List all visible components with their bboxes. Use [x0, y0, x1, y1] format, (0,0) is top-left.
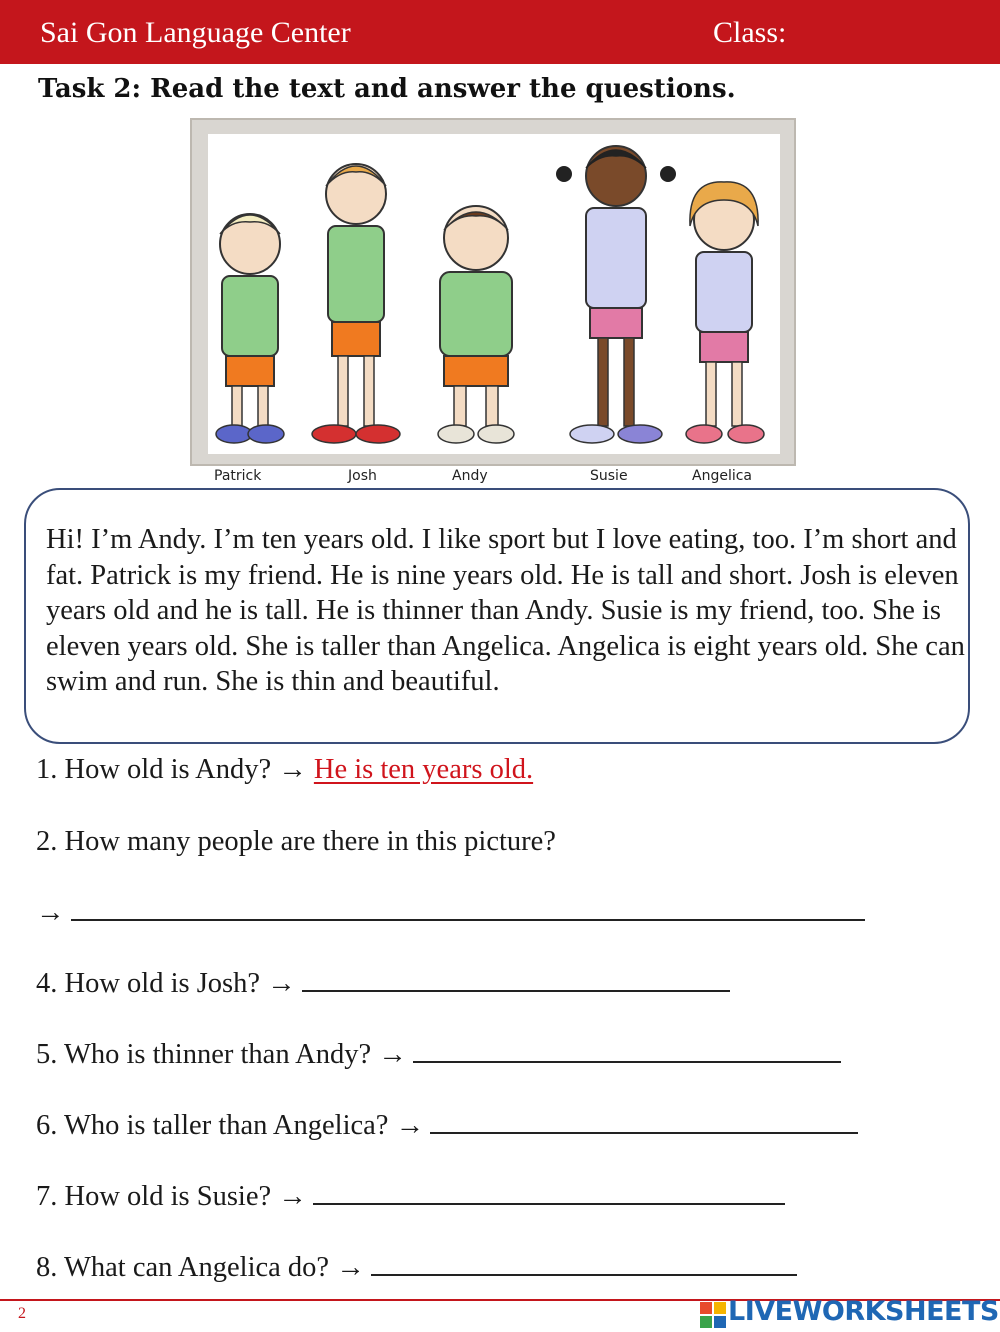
task-title: Task 2: Read the text and answer the questions.	[38, 74, 736, 104]
kid-figure-patrick	[216, 214, 284, 443]
kid-name-patrick: Patrick	[214, 468, 262, 484]
question-2-answer-line	[36, 897, 865, 929]
header-bar	[0, 0, 1000, 64]
kid-name-josh: Josh	[348, 468, 377, 484]
question-5	[36, 1039, 841, 1071]
kids-picture-frame	[190, 118, 796, 466]
kid-names-row	[0, 468, 1000, 488]
liveworksheets-logo-icon	[700, 1302, 726, 1328]
question-7	[36, 1181, 785, 1213]
kid-name-susie: Susie	[590, 468, 628, 484]
passage-box	[24, 488, 970, 744]
kids-illustration	[208, 134, 780, 454]
question-6	[36, 1110, 858, 1142]
answer-blank-2[interactable]	[71, 897, 865, 921]
answer-blank-5[interactable]	[413, 1039, 841, 1063]
liveworksheets-watermark	[700, 1296, 999, 1330]
kid-figure-angelica	[686, 182, 764, 443]
answer-blank-8[interactable]	[371, 1252, 797, 1276]
passage-text: Hi! I’m Andy. I’m ten years old. I like sport but I love eating, too. I’m short and fat. Patrick is my friend. He is nine years old. He is tall and short. Josh is eleven years old and he is tall. He is thinner than Andy. Susie is my friend, too. She is eleven years old. She is taller than Angelica. Angelica is eight years old. She can swim and run. She is thin and beautiful.	[46, 524, 965, 697]
kid-figure-josh	[312, 164, 400, 443]
kid-name-angelica: Angelica	[692, 468, 753, 484]
answer-blank-6[interactable]	[430, 1110, 858, 1134]
kid-figure-susie	[556, 146, 676, 443]
question-1-text: 1. How old is Andy? →	[36, 754, 307, 785]
question-5-text: 5. Who is thinner than Andy? →	[36, 1039, 407, 1070]
answer-blank-4[interactable]	[302, 968, 730, 992]
answer-blank-7[interactable]	[313, 1181, 785, 1205]
question-8	[36, 1252, 797, 1284]
question-2-text: 2. How many people are there in this picture?	[36, 826, 556, 857]
question-6-text: 6. Who is taller than Angelica? →	[36, 1110, 425, 1141]
question-1	[36, 754, 533, 786]
kid-figure-andy	[438, 206, 514, 443]
question-7-text: 7. How old is Susie? →	[36, 1181, 307, 1212]
class-label: Class:	[713, 16, 787, 49]
center-name: Sai Gon Language Center	[40, 16, 351, 49]
question-2	[36, 826, 556, 858]
question-1-answer: He is ten years old.	[313, 754, 534, 785]
question-4	[36, 968, 730, 1000]
question-8-text: 8. What can Angelica do? →	[36, 1252, 365, 1283]
kids-picture	[208, 134, 780, 454]
watermark-text: LIVEWORKSHEETS	[728, 1296, 999, 1327]
kid-name-andy: Andy	[452, 468, 488, 484]
page-number: 2	[18, 1305, 26, 1322]
arrow-prefix: →	[36, 897, 65, 928]
question-4-text: 4. How old is Josh? →	[36, 968, 296, 999]
